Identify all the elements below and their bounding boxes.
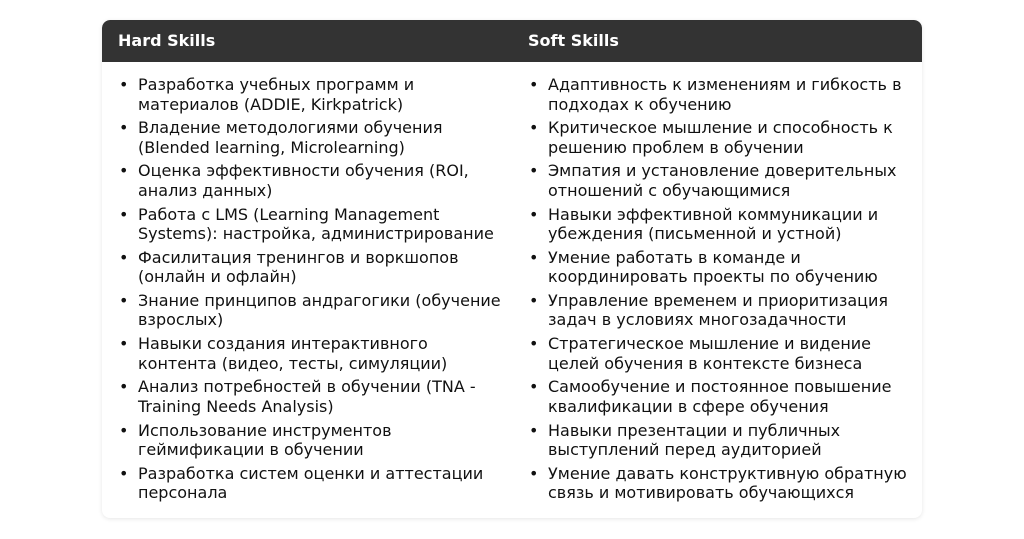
hard-skills-header: Hard Skills (118, 31, 216, 50)
soft-skills-header: Soft Skills (528, 31, 619, 50)
list-item: • Разработка систем оценки и аттестации персонала (118, 464, 504, 503)
list-item: • Оценка эффективности обучения (ROI, анализ данных) (118, 161, 504, 200)
list-item: • Работа с LMS (Learning Management Systems): настройка, администрирование (118, 205, 504, 244)
list-item: • Стратегическое мышление и видение целей обучения в контексте бизнеса (528, 334, 914, 373)
skills-table (102, 20, 922, 518)
hard-skills-column (102, 75, 512, 507)
list-item: • Навыки презентации и публичных выступлений перед аудиторией (528, 421, 914, 460)
table-header (102, 20, 922, 62)
hard-skills-list (118, 75, 504, 503)
list-item: • Умение давать конструктивную обратную связь и мотивировать обучающихся (528, 464, 914, 503)
soft-skills-column (512, 75, 922, 507)
list-item: • Разработка учебных программ и материалов (ADDIE, Kirkpatrick) (118, 75, 504, 114)
list-item: • Навыки создания интерактивного контента (видео, тесты, симуляции) (118, 334, 504, 373)
list-item: • Использование инструментов геймификации в обучении (118, 421, 504, 460)
list-item: • Анализ потребностей в обучении (TNA - Training Needs Analysis) (118, 377, 504, 416)
list-item: • Навыки эффективной коммуникации и убеждения (письменной и устной) (528, 205, 914, 244)
table-body (102, 62, 922, 507)
list-item: • Знание принципов андрагогики (обучение взрослых) (118, 291, 504, 330)
list-item: • Самообучение и постоянное повышение квалификации в сфере обучения (528, 377, 914, 416)
list-item: • Фасилитация тренингов и воркшопов (онлайн и офлайн) (118, 248, 504, 287)
list-item: • Управление временем и приоритизация задач в условиях многозадачности (528, 291, 914, 330)
list-item: • Критическое мышление и способность к решению проблем в обучении (528, 118, 914, 157)
list-item: • Умение работать в команде и координировать проекты по обучению (528, 248, 914, 287)
list-item: • Адаптивность к изменениям и гибкость в подходах к обучению (528, 75, 914, 114)
list-item: • Владение методологиями обучения (Blended learning, Microlearning) (118, 118, 504, 157)
list-item: • Эмпатия и установление доверительных отношений с обучающимися (528, 161, 914, 200)
soft-skills-list (528, 75, 914, 503)
